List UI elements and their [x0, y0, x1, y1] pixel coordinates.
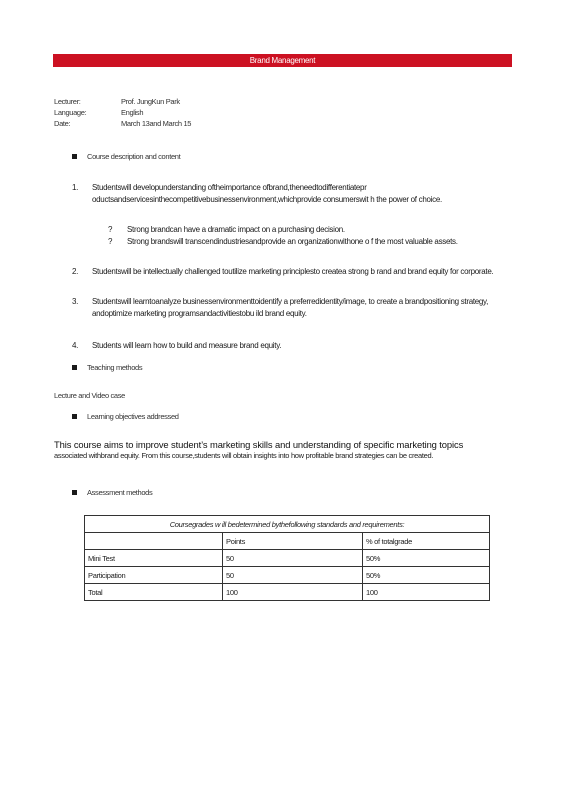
table-caption: Coursegrades w ill bedetermined bythefollowing standards and requirements:	[85, 516, 490, 533]
paragraph-line: This course aims to improve student’s marketing skills and understanding of specific marketing topics	[54, 439, 464, 450]
info-label: Language:	[54, 108, 87, 117]
section-heading-text: Course description and content	[87, 152, 181, 161]
list-item-text: Studentswill be intellectually challenged toutilize marketing principlesto createa strong b rand and brand equity for corporate.	[92, 267, 494, 276]
list-item-number: 2.	[72, 267, 79, 276]
list-item-text: Students will learn how to build and measure brand equity.	[92, 341, 282, 350]
square-bullet-icon	[72, 365, 77, 370]
document-title: Brand Management	[53, 54, 512, 67]
table-cell: 50	[223, 567, 363, 584]
table-cell: Participation	[85, 567, 223, 584]
list-item-number: 3.	[72, 297, 79, 306]
square-bullet-icon	[72, 414, 77, 419]
sub-list-item-text: Strong brandswill transcendindustriesandprovide an organizationwithone o f the most valuable assets.	[127, 237, 458, 246]
paragraph-line: associated withbrand equity. From this course,students will obtain insights into how profitable brand strategies can be created.	[54, 451, 434, 460]
table-cell: 50	[223, 550, 363, 567]
table-cell: 50%	[363, 550, 490, 567]
section-heading-learning	[72, 412, 179, 421]
section-heading-assessment	[72, 488, 152, 497]
table-header-cell: % of totalgrade	[363, 533, 490, 550]
section-heading-text: Assessment methods	[87, 488, 153, 497]
table-cell: 50%	[363, 567, 490, 584]
table-caption-row	[85, 516, 490, 533]
list-item-text: Studentswill developunderstanding oftheimportance ofbrand,theneedtodifferentiatepr oductsandservicesinthecompetitivebusinessenvironment,whichprovide consumerswit h the power of choice.	[92, 183, 442, 204]
table-cell: 100	[363, 584, 490, 601]
table-row	[85, 550, 490, 567]
section-heading-text: Learning objectives addressed	[87, 412, 179, 421]
table-header-cell: Points	[223, 533, 363, 550]
list-item-number: 1.	[72, 183, 79, 192]
grades-table	[84, 515, 490, 601]
info-value: English	[121, 108, 144, 117]
table-cell: Mini Test	[85, 550, 223, 567]
section-heading-course	[72, 152, 180, 161]
table-header-cell	[85, 533, 223, 550]
section-heading-teaching	[72, 363, 142, 372]
table-header-row	[85, 533, 490, 550]
table-row	[85, 584, 490, 601]
info-label: Lecturer:	[54, 97, 81, 106]
teaching-methods-text: Lecture and Video case	[54, 391, 125, 400]
sub-bullet-mark: ?	[108, 237, 113, 246]
square-bullet-icon	[72, 154, 77, 159]
table-cell: Total	[85, 584, 223, 601]
table-row	[85, 567, 490, 584]
square-bullet-icon	[72, 490, 77, 495]
list-item-number: 4.	[72, 341, 79, 350]
list-item-text: Studentswill learntoanalyze businessenvironmenttoidentify a preferredidentity/image, to create a brandpositioning strategy, andoptimize marketing programsandactivitiestobu ild brand equity.	[92, 297, 489, 318]
info-value: March 13and March 15	[121, 119, 192, 128]
learning-objectives-paragraph	[54, 439, 514, 461]
table-cell: 100	[223, 584, 363, 601]
info-label: Date:	[54, 119, 71, 128]
section-heading-text: Teaching methods	[87, 363, 143, 372]
info-value: Prof. JungKun Park	[121, 97, 180, 106]
sub-list-item-text: Strong brandcan have a dramatic impact on a purchasing decision.	[127, 225, 345, 234]
sub-bullet-mark: ?	[108, 225, 113, 234]
